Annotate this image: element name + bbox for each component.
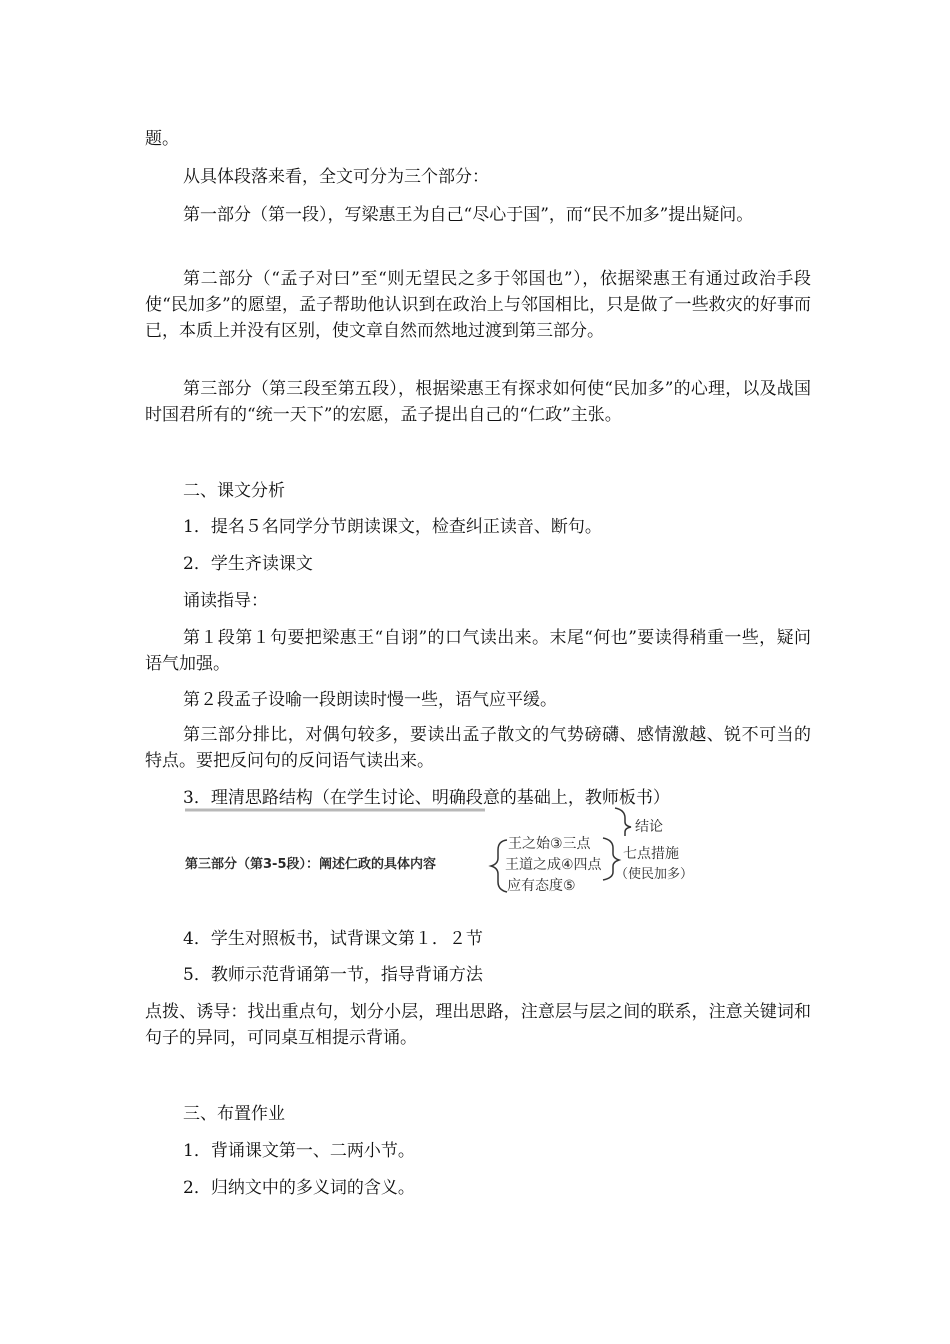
reading-guidance-label: 诵读指导： <box>183 591 268 611</box>
blackboard-diagram <box>185 806 705 896</box>
board-item-3: 应有态度⑤ <box>507 878 576 894</box>
paragraph-structure-intro: 从具体段落来看，全文可分为三个部分： <box>183 167 489 187</box>
paragraph-part-one: 第一部分（第一段），写梁惠王为自己“尽心于国”，而“民不加多”提出疑问。 <box>183 205 754 225</box>
measures-note: （使民加多） <box>615 867 694 882</box>
board-item-2: 王道之成④四点 <box>505 857 602 873</box>
section-heading-analysis: 二、课文分析 <box>183 481 285 501</box>
step-4: 4．学生对照板书，试背课文第１．２节 <box>183 929 483 949</box>
step-3: 3．理清思路结构（在学生讨论、明确段意的基础上，教师板书） <box>183 788 670 808</box>
paragraph-continuation: 题。 <box>145 129 179 149</box>
measures-label: 七点措施 <box>623 846 679 862</box>
homework-2: 2．归纳文中的多义词的含义。 <box>183 1178 415 1198</box>
part3-label: 第三部分（第3-5段）：阐述仁政的具体内容 <box>185 857 436 872</box>
conclusion-label: 结论 <box>635 819 663 835</box>
step-5: 5．教师示范背诵第一节，指导背诵方法 <box>183 965 483 985</box>
reading-guidance-3: 第三部分排比，对偶句较多，要读出孟子散文的气势磅礴、感情激越、锐不可当的特点。要把反问句的反问语气读出来。 <box>145 725 811 771</box>
step-2: 2．学生齐读课文 <box>183 554 313 574</box>
guidance-paragraph: 点拨、诱导：找出重点句，划分小层，理出思路，注意层与层之间的联系，注意关键词和句子的异同，可同桌互相提示背诵。 <box>145 1002 811 1048</box>
brace-conclusion <box>615 808 631 836</box>
paragraph-part-three: 第三部分（第三段至第五段），根据梁惠王有探求如何使“民加多”的心理，以及战国时国君所有的“统一天下”的宏愿，孟子提出自己的“仁政”主张。 <box>145 379 811 425</box>
paragraph-part-two: 第二部分（“孟子对曰”至“则无望民之多于邻国也”），依据梁惠王有通过政治手段使“民加多”的愿望，孟子帮助他认识到在政治上与邻国相比，只是做了一些救灾的好事而已，本质上并没有区别，使文章自然而然地过渡到第三部分。 <box>145 269 811 341</box>
step-1: 1．提名５名同学分节朗读课文，检查纠正读音、断句。 <box>183 517 602 537</box>
reading-guidance-1: 第１段第１句要把梁惠王“自诩”的口气读出来。末尾“何也”要读得稍重一些，疑问语气加强。 <box>145 628 811 674</box>
homework-1: 1．背诵课文第一、二两小节。 <box>183 1141 415 1161</box>
reading-guidance-2: 第２段孟子设喻一段朗读时慢一些，语气应平缓。 <box>183 690 557 710</box>
section-heading-homework: 三、布置作业 <box>183 1104 285 1124</box>
board-item-1: 王之始③三点 <box>508 836 591 852</box>
